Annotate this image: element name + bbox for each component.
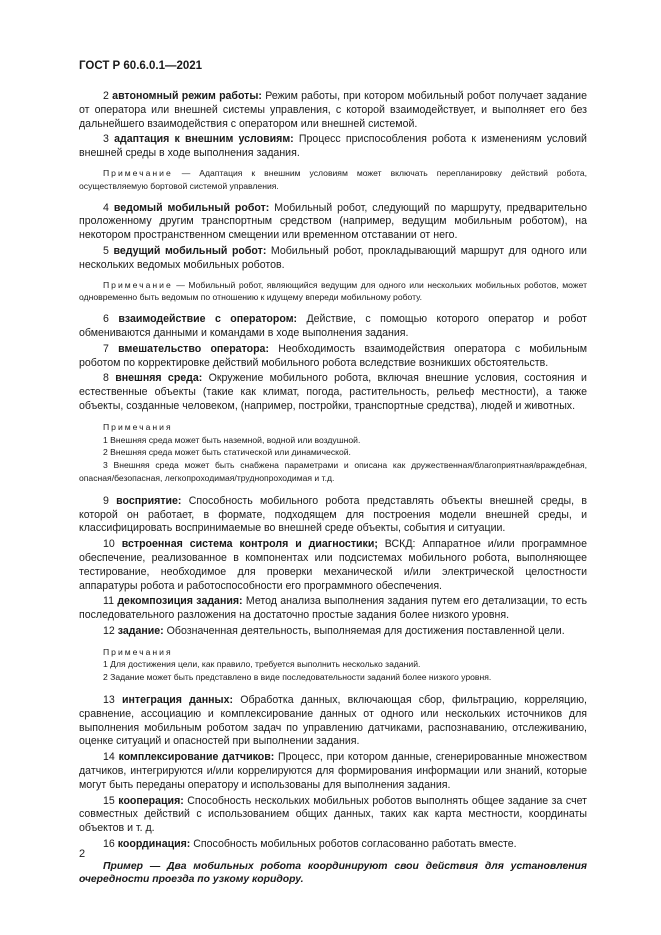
note-item: 2 Внешняя среда может быть статической или динамической.	[103, 447, 351, 458]
notes-group	[79, 421, 587, 485]
note-item: 1 Внешняя среда может быть наземной, водной или воздушной.	[103, 434, 361, 445]
definition: 10 встроенная система контроля и диагностики; ВСКД: Аппаратное и/или программное обеспечение, реализованное в компонентах или подсистемах мобильного робота, выполняющее тестирование, необходимое для проверки механической и/или электрической целостности аппаратуры робота и работоспособности его программного обеспечения.	[79, 538, 587, 592]
note-item: 1 Для достижения цели, как правило, требуется выполнить несколько заданий.	[103, 659, 421, 670]
definition: 13 интеграция данных: Обработка данных, включающая сбор, фильтрацию, корреляцию, сравнение, ассоциацию и комплексирование данных от одного или нескольких источников для выполнения мобильным роботом задач по управлению датчиками, распознаванию, отслеживанию, оценке ситуаций и опасностей при выполнении задания.	[79, 694, 587, 748]
note-item: 2 Задание может быть представлено в виде последовательности заданий более низкого уровня.	[103, 672, 492, 683]
definition: 6 взаимодействие с оператором: Действие, с помощью которого оператор и робот обмениваются данными и командами в ходе выполнения задания.	[79, 313, 587, 339]
note-item: 3 Внешняя среда может быть снабжена параметрами и описана как дружественная/благоприятная/враждебная, опасная/безопасная, легкопроходимая/труднопроходимая и т.д.	[79, 460, 587, 483]
notes-heading: Примечания	[103, 421, 173, 432]
standard-header: ГОСТ Р 60.6.0.1—2021	[79, 60, 203, 72]
note: Примечание — Мобильный робот, являющийся ведущим для одного или нескольких мобильных роботов, может одновременно быть ведомым по отношению к идущему впереди мобильному роботу.	[79, 279, 588, 303]
definition: 7 вмешательство оператора: Необходимость взаимодействия оператора с мобильным роботом по корректировке действий мобильного робота вследствие возникших обстоятельств.	[79, 342, 587, 369]
definition: 3 адаптация к внешним условиям: Процесс приспособления робота к изменениям условий внешней среды в ходе выполнения задания.	[79, 133, 587, 160]
definition: 9 восприятие: Способность мобильного робота представлять объекты внешней среды, в которой он работает, в формате, подходящем для построения модели внешней среды, и классифицировать воспринимаемые во внешней среде объекты, события и ситуации.	[79, 494, 587, 535]
definition: 14 комплексирование датчиков: Процесс, при котором данные, сгенерированные множеством датчиков, интегрируются и/или коррелируются для формирования информации или знаний, которые могут быть переданы оператору и использованы для выполнения задания.	[79, 751, 587, 791]
definition: 15 кооперация: Способность нескольких мобильных роботов выполнять общее задание за счет совместных действий с использованием общих данных, таких как карта местности, координаты объектов и т. д.	[79, 794, 587, 835]
example: Пример — Два мобильных робота координируют свои действия для установления очередности проезда по узкому коридору.	[79, 860, 587, 886]
definition: 8 внешняя среда: Окружение мобильного робота, включая внешние условия, состояния и естественные объекты (такие как климат, погода, растительность, рельеф местности), а также объекты, созданные человеком, (например, постройки, транспортные средства), людей и животных.	[79, 372, 587, 412]
note: Примечание — Адаптация к внешним условиям может включать перепланировку действий робота, осуществляемую бортовой системой управления.	[79, 167, 587, 191]
definition: 16 координация: Способность мобильных роботов согласованно работать вместе.	[103, 838, 517, 851]
definition: 2 автономный режим работы: Режим работы, при котором мобильный робот получает задание от оператора или внешней системы управления, с которой взаимодействует, и выполняет его без дальнейшего взаимодействия с оператором или внешней системой.	[79, 90, 587, 130]
definition: 5 ведущий мобильный робот: Мобильный робот, прокладывающий маршрут для одного или нескольких ведомых мобильных роботов.	[79, 244, 587, 271]
document-body	[79, 90, 587, 887]
definition: 11 декомпозиция задания: Метод анализа выполнения задания путем его детализации, то есть последовательного разложения на достаточно простые задания более низкого уровня.	[79, 595, 587, 622]
page-number: 2	[79, 848, 86, 860]
definition: 4 ведомый мобильный робот: Мобильный робот, следующий по маршруту, предварительно проложенному другим транспортным средством (например, ведущим мобильным роботом), на некотором пространственном смещении или временном отставании от него.	[79, 201, 587, 242]
notes-heading: Примечания	[103, 646, 173, 657]
definition: 12 задание: Обозначенная деятельность, выполняемая для достижения поставленной цели.	[103, 624, 565, 637]
notes-group	[79, 646, 587, 684]
